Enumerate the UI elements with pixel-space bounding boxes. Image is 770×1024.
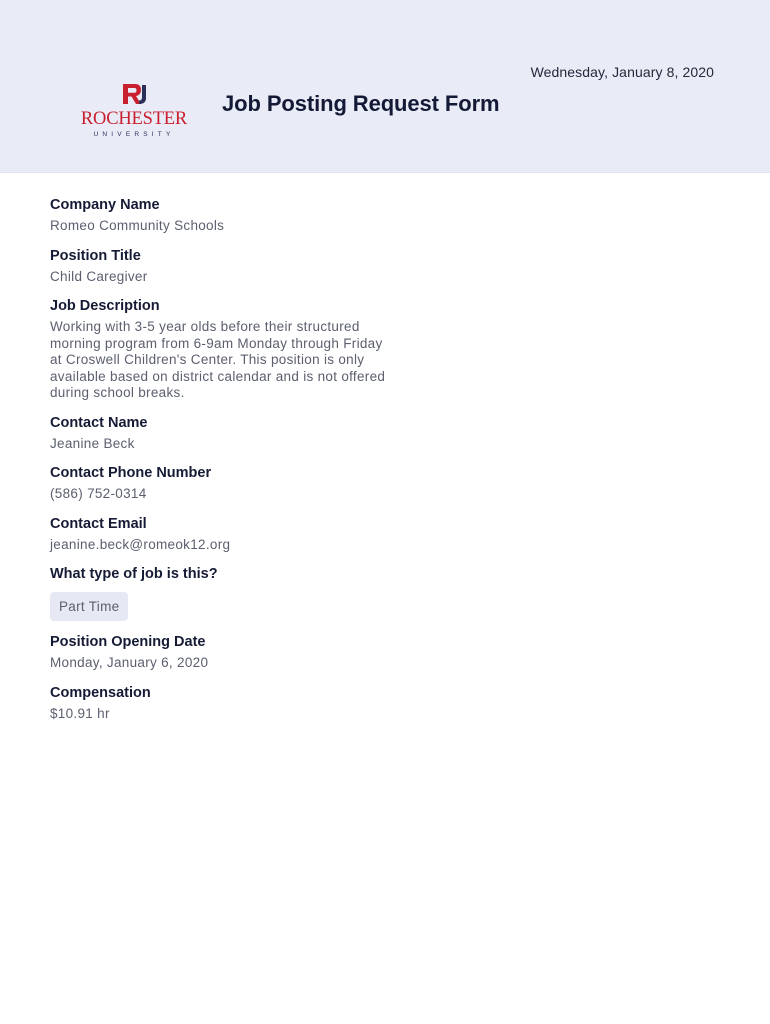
field-label: What type of job is this?: [50, 566, 218, 582]
rochester-monogram-icon: [123, 84, 146, 104]
field-compensation: [50, 684, 390, 723]
field-contact-email: [50, 515, 390, 554]
field-position-title: [50, 247, 390, 286]
form-fields: [50, 196, 390, 734]
field-value: (586) 752-0314: [50, 486, 147, 501]
field-company-name: [50, 196, 390, 235]
page-header: [0, 0, 770, 173]
field-job-description: [50, 297, 390, 402]
field-label: Contact Phone Number: [50, 465, 212, 481]
field-label: Job Description: [50, 298, 160, 314]
field-label: Compensation: [50, 684, 151, 701]
field-label: Position Title: [50, 247, 141, 264]
field-value: Working with 3-5 year olds before their structured morning program from 6-9am Monday through Friday at Croswell Children's Center. This position is only available based on district calendar and is not offered during school breaks.: [50, 319, 386, 400]
field-label: Position Opening Date: [50, 634, 206, 650]
field-contact-name: [50, 414, 390, 453]
field-label: Contact Email: [50, 515, 147, 532]
field-value: Monday, January 6, 2020: [50, 655, 209, 670]
field-label: Contact Name: [50, 414, 148, 431]
job-type-chip: Part Time: [50, 592, 128, 621]
field-value: jeanine.beck@romeok12.org: [50, 536, 231, 552]
field-label: Company Name: [50, 197, 160, 213]
field-value: $10.91 hr: [50, 705, 110, 721]
field-value: Jeanine Beck: [50, 435, 135, 451]
logo-subtitle: UNIVERSITY: [93, 131, 175, 138]
logo-wordmark: ROCHESTER: [80, 109, 188, 129]
rochester-university-logo: [74, 82, 194, 140]
field-value: Romeo Community Schools: [50, 218, 225, 233]
field-value: Child Caregiver: [50, 268, 148, 284]
header-date: Wednesday, January 8, 2020: [530, 64, 714, 80]
field-job-type: [50, 565, 390, 621]
field-opening-date: [50, 633, 390, 672]
form-title: Job Posting Request Form: [222, 91, 500, 116]
field-contact-phone: [50, 464, 390, 503]
